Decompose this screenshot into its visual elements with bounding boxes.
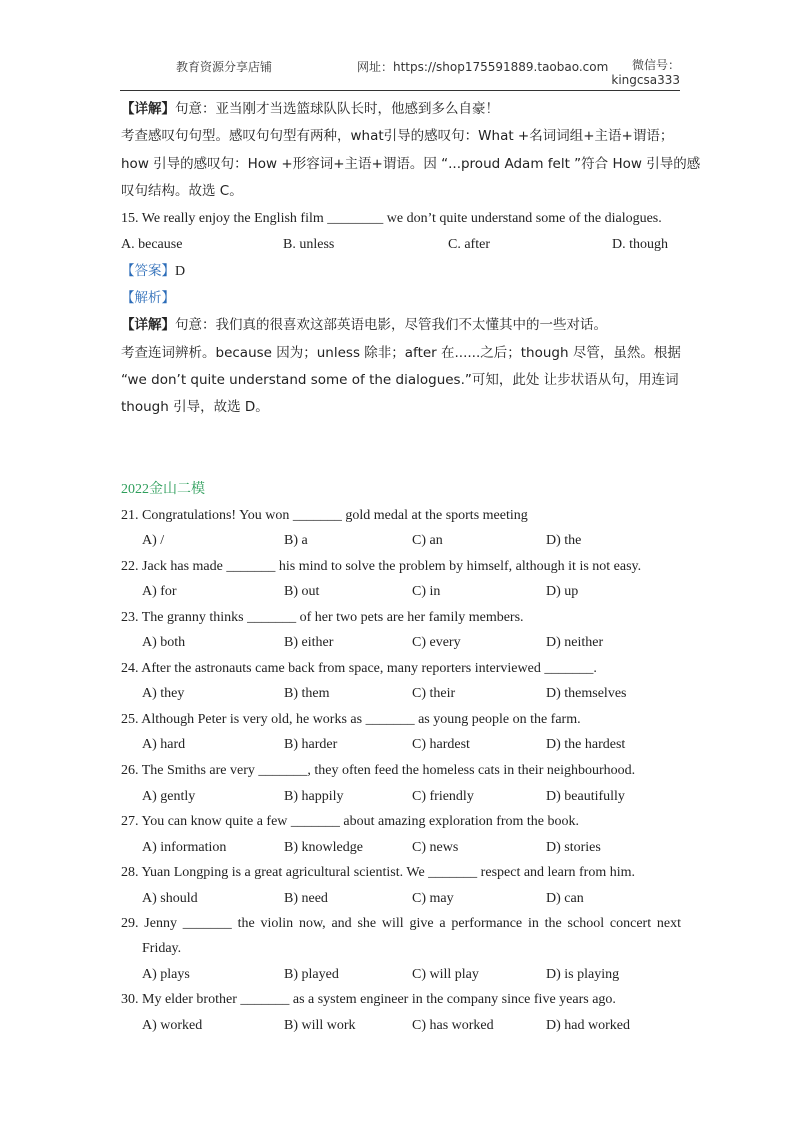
option-d: D) beautifully: [546, 788, 625, 804]
q14-analysis-line-3: 叹句结构。故选 C。: [121, 182, 243, 199]
q30-option-c: C) has worked: [412, 1017, 494, 1033]
question-stem: 27. You can know quite a few _______ about amazing exploration from the book.: [121, 814, 580, 830]
option-d: D) themselves: [546, 686, 627, 702]
option-d: D) up: [546, 584, 579, 600]
option-d: D) stories: [546, 839, 601, 855]
option-c: C) hardest: [412, 737, 470, 753]
option-a: A) hard: [142, 737, 186, 753]
spacer: [121, 422, 681, 476]
header-wechat-id: kingcsa333: [611, 73, 680, 87]
detail-text: 句意：我们真的很喜欢这部英语电影，尽管我们不太懂其中的一些对话。: [175, 317, 607, 334]
q15-analysis-line-3: though 引导，故选 D。: [121, 399, 269, 416]
q15-option-b: B. unless: [283, 237, 335, 253]
question-options: [121, 886, 681, 912]
option-a: A) for: [142, 584, 177, 600]
option-d: D) the: [546, 533, 582, 549]
option-a: A) information: [142, 839, 227, 855]
question-options: [121, 528, 681, 554]
option-a: A) both: [142, 635, 186, 651]
question-options: [121, 579, 681, 605]
q30-option-b: B) will work: [284, 1017, 356, 1033]
q29-option-b: B) played: [284, 966, 339, 982]
detail-label: 【详解】: [121, 101, 175, 117]
q15-detail: [121, 312, 681, 339]
question-stem: 24. After the astronauts came back from space, many reporters interviewed _______.: [121, 660, 597, 676]
q14-analysis-line-1: 考查感叹句句型。感叹句句型有两种，what引导的感叹句：What +名词词组+主语+谓语；: [121, 128, 674, 145]
q30-options: [121, 1013, 681, 1039]
question-stem: 26. The Smiths are very _______, they often feed the homeless cats in their neighbourhood.: [121, 763, 636, 779]
question-stem: 25. Although Peter is very old, he works as _______ as young people on the farm.: [121, 711, 581, 727]
option-a: A) they: [142, 686, 185, 702]
question-stem: 22. Jack has made _______ his mind to solve the problem by himself, although it is not easy.: [121, 558, 642, 574]
option-d: D) can: [546, 890, 584, 906]
page-header: [120, 52, 680, 91]
q29-option-d: D) is playing: [546, 966, 620, 982]
q29-options: [121, 962, 681, 988]
option-c: C) their: [412, 686, 456, 702]
question-options: [121, 681, 681, 707]
q30-option-d: D) had worked: [546, 1017, 630, 1033]
question-options: [121, 732, 681, 758]
answer-label: 【答案】: [121, 262, 175, 279]
header-wechat-label: 微信号：: [631, 58, 680, 72]
option-b: B) either: [284, 635, 334, 651]
option-b: B) harder: [284, 737, 338, 753]
option-b: B) out: [284, 584, 320, 600]
option-b: B) need: [284, 890, 328, 906]
q15-stem: 15. We really enjoy the English film ________ we don’t quite understand some of the dialogues.: [121, 211, 662, 227]
header-wechat: [611, 58, 680, 88]
option-a: A) /: [142, 533, 165, 549]
q15-options: [121, 232, 681, 257]
option-c: C) in: [412, 584, 441, 600]
option-d: D) the hardest: [546, 737, 626, 753]
option-b: B) a: [284, 533, 308, 549]
option-c: C) friendly: [412, 788, 474, 804]
q14-analysis-line-2: how 引导的感叹句：How +形容词+主语+谓语。因 “...proud Adam felt ”符合 How 引导的感: [121, 155, 701, 172]
option-a: A) should: [142, 890, 198, 906]
question-options: [121, 784, 681, 810]
q30-option-a: A) worked: [142, 1017, 203, 1033]
header-url[interactable]: 网址：https://shop175591889.taobao.com: [357, 60, 609, 74]
detail-label: 【详解】: [121, 317, 175, 334]
q29-stem-line-2: Friday.: [142, 941, 182, 957]
q29-stem-line-1: 29. Jenny _______ the violin now, and she will give a performance in the school concert next: [121, 916, 681, 932]
q15-option-c: C. after: [448, 237, 490, 253]
question-options: [121, 835, 681, 861]
q29-option-a: A) plays: [142, 966, 190, 982]
q15-option-d: D. though: [612, 237, 668, 253]
q30-stem: 30. My elder brother _______ as a system engineer in the company since five years ago.: [121, 992, 616, 1008]
option-b: B) knowledge: [284, 839, 363, 855]
q15-analysis-line-1: 考查连词辨析。because 因为；unless 除非；after 在......之后；though 尽管，虽然。根据: [121, 344, 681, 361]
option-b: B) them: [284, 686, 330, 702]
answer-value: D: [175, 263, 186, 279]
q14-detail: [121, 96, 681, 123]
option-c: C) every: [412, 635, 461, 651]
q29-option-c: C) will play: [412, 966, 479, 982]
header-shop-name: 教育资源分享店铺: [176, 60, 273, 74]
question-list: [121, 503, 681, 912]
document-body: [121, 96, 701, 1039]
q15-analysis-line-2: “we don’t quite understand some of the dialogues.”可知，此处 让步状语从句，用连词: [121, 371, 679, 388]
detail-text: 句意：亚当刚才当选篮球队队长时，他感到多么自豪！: [175, 101, 499, 117]
option-d: D) neither: [546, 635, 604, 651]
question-stem: 21. Congratulations! You won _______ gold medal at the sports meeting: [121, 507, 528, 523]
q15-answer: [121, 258, 681, 285]
q15-option-a: A. because: [121, 237, 183, 253]
option-c: C) may: [412, 890, 454, 906]
question-stem: 28. Yuan Longping is a great agricultural scientist. We _______ respect and learn from him.: [121, 865, 636, 881]
option-b: B) happily: [284, 788, 344, 804]
question-stem: 23. The granny thinks _______ of her two pets are her family members.: [121, 609, 524, 625]
option-c: C) an: [412, 533, 443, 549]
question-options: [121, 630, 681, 656]
section-title: 2022金山二模: [121, 481, 205, 497]
q15-jiexi-label: 【解析】: [121, 290, 175, 307]
option-a: A) gently: [142, 788, 196, 804]
option-c: C) news: [412, 839, 459, 855]
